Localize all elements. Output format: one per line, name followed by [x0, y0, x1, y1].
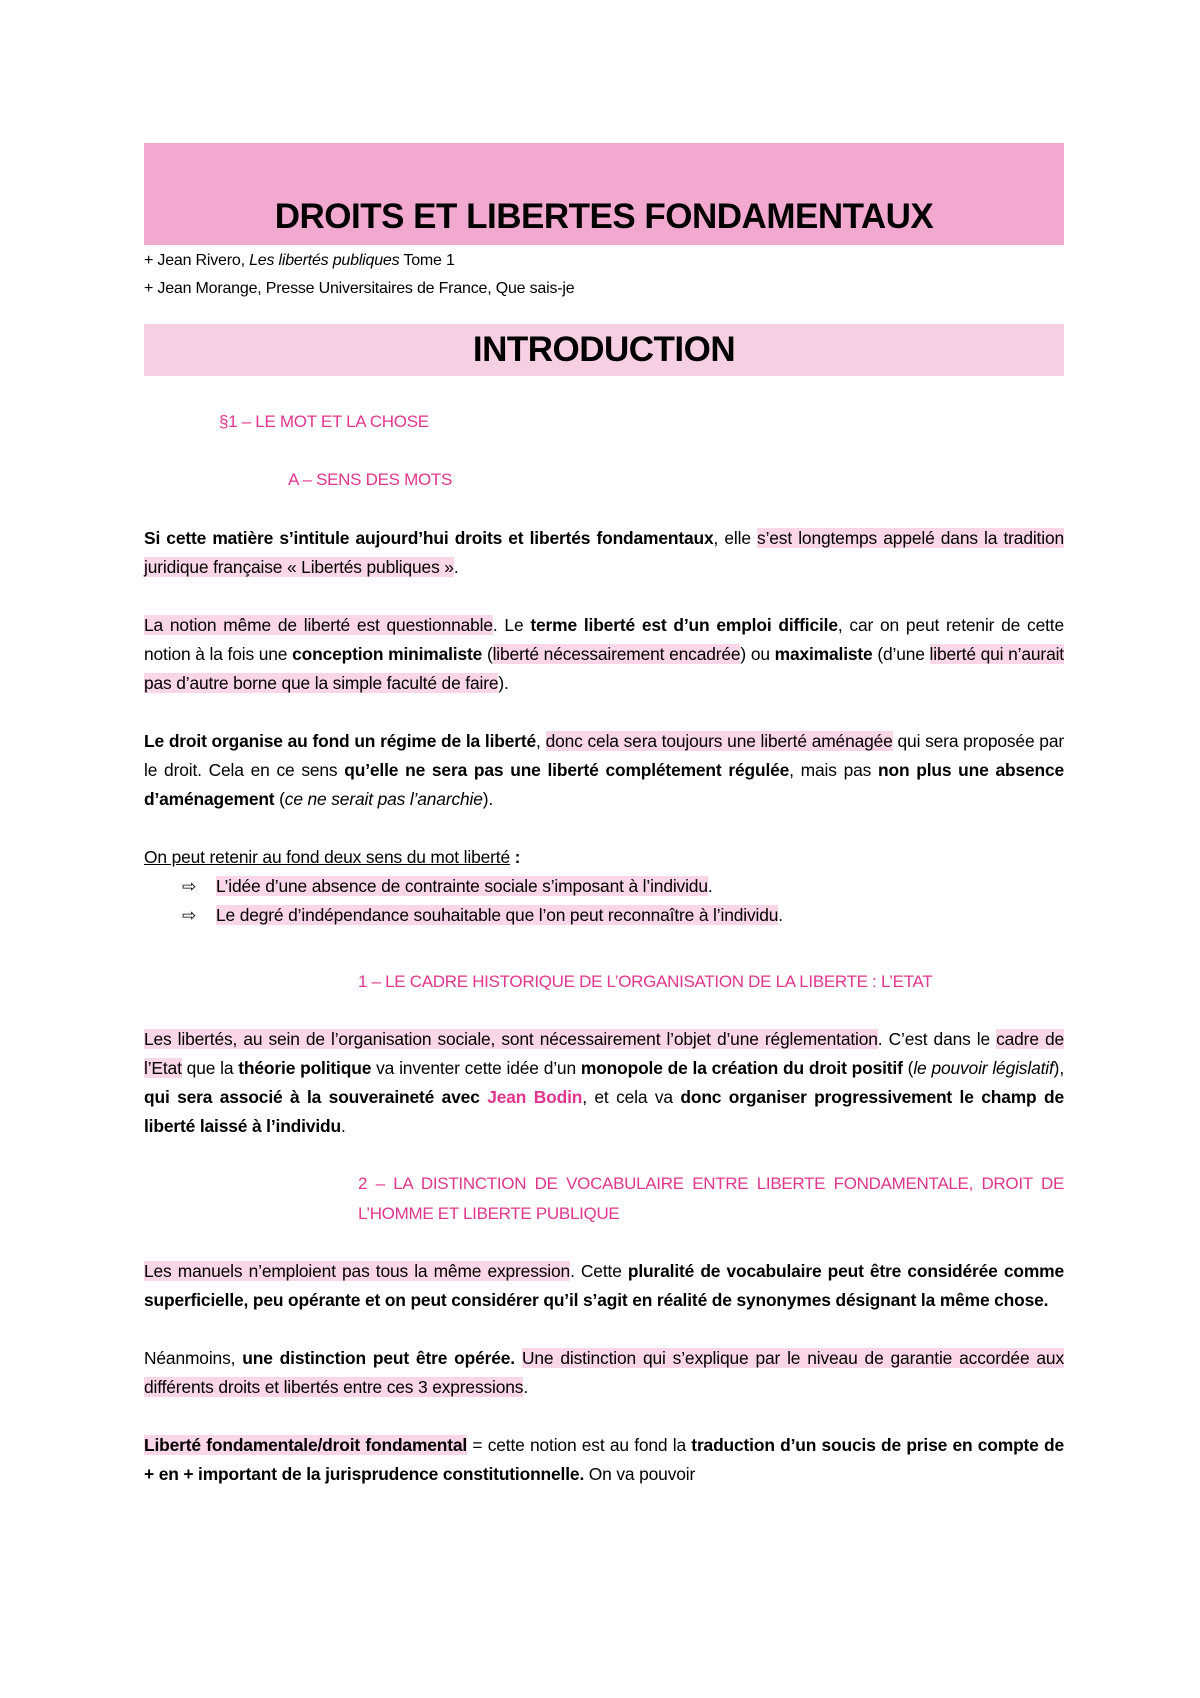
bold-text: conception minimaliste: [292, 644, 483, 664]
text: . C’est dans le: [877, 1029, 997, 1049]
italic-text: le pouvoir législatif: [913, 1058, 1054, 1078]
bold-text: terme liberté est d’un emploi difficile: [530, 615, 838, 635]
text: = cette notion est au fond la: [467, 1435, 692, 1455]
bold-text: une distinction peut être opérée.: [242, 1348, 515, 1368]
highlighted-text: Le degré d’indépendance souhaitable que l’on peut reconnaître à l’individu: [216, 905, 779, 925]
bullet-list: [144, 872, 1064, 930]
text: .: [523, 1377, 529, 1397]
bold-text: qui sera associé à la souveraineté avec: [144, 1087, 488, 1107]
text: ,: [536, 731, 546, 751]
arrow-right-icon: ⇨: [182, 877, 197, 896]
paragraph: [144, 843, 1064, 872]
highlighted-text: Une distinction qui s’explique par le niveau de garantie accordée aux différents droits et libertés entre ces 3 expressions: [144, 1348, 1065, 1397]
italic-text: ce ne serait pas l’anarchie: [284, 789, 483, 809]
text: Néanmoins,: [144, 1348, 243, 1368]
text: (: [274, 789, 285, 809]
bold-text: Le droit organise au fond un régime de la liberté: [144, 731, 537, 751]
text: .: [778, 905, 783, 925]
bold-text: non plus une absence d’aménagement: [144, 760, 1065, 809]
reference-line: + Jean Morange, Presse Universitaires de France, Que sais-je: [144, 280, 575, 297]
text: ).: [498, 673, 509, 693]
bold-text: qu’elle ne sera pas une liberté complétement régulée: [344, 760, 790, 780]
bold-text: traduction d’un soucis de prise en compte de + en + important de la jurisprudence constitutionnelle.: [144, 1435, 1065, 1484]
highlighted-text: s’est longtemps appelé dans la tradition juridique française « Libertés publiques »: [144, 528, 1064, 577]
bold-text: théorie politique: [238, 1058, 372, 1078]
subsection-heading: 2 – LA DISTINCTION DE VOCABULAIRE ENTRE LIBERTE FONDAMENTALE, DROIT DE L’HOMME ET LIBERTE PUBLIQUE: [358, 1174, 1064, 1223]
text: :: [509, 847, 521, 867]
paragraph: [144, 727, 1064, 814]
text: , elle: [713, 528, 758, 548]
highlighted-text: donc cela sera toujours une liberté aménagée: [545, 731, 893, 751]
title-banner: [144, 143, 1064, 245]
text: ) ou: [740, 644, 775, 664]
paragraph: [144, 1344, 1064, 1402]
bold-text: pluralité de vocabulaire peut être considérée comme superficielle, peu opérante et on peut considérer qu’il s’agit en réalité de synonymes désignant la même chose.: [144, 1261, 1064, 1310]
subsection-heading: 1 – LE CADRE HISTORIQUE DE L’ORGANISATION DE LA LIBERTE : L’ETAT: [358, 972, 933, 991]
text: (d’une: [872, 644, 930, 664]
underlined-text: On peut retenir au fond deux sens du mot liberté: [144, 847, 510, 867]
list-item: [182, 872, 1064, 901]
text: (: [902, 1058, 914, 1078]
text: va inventer cette idée d’un: [371, 1058, 581, 1078]
text: ).: [482, 789, 494, 809]
reference-line: [144, 247, 1064, 275]
highlighted-text: Les libertés, au sein de l’organisation sociale, sont nécessairement l’objet d’une réglementation: [144, 1029, 878, 1049]
arrow-right-icon: ⇨: [182, 906, 197, 925]
bold-text: maximaliste: [774, 644, 873, 664]
author-name: Jean Bodin: [487, 1087, 583, 1107]
highlighted-text: liberté nécessairement encadrée: [492, 644, 741, 664]
list-item: [182, 901, 1064, 930]
paragraph: [144, 1431, 1064, 1489]
text: .: [453, 557, 459, 577]
text: que la: [181, 1058, 239, 1078]
paragraph: [144, 611, 1064, 698]
highlighted-text: liberté qui n’aurait pas d’autre borne que la simple faculté de faire: [144, 644, 1064, 693]
text: .: [707, 876, 713, 896]
bold-text: donc organiser progressivement le champ de liberté laissé à l’individu: [144, 1087, 1064, 1136]
highlighted-text: L’idée d’une absence de contrainte sociale s’imposant à l’individu: [216, 876, 708, 896]
highlighted-text: La notion même de liberté est questionnable: [144, 615, 493, 635]
text: . Le: [492, 615, 531, 635]
section-heading: §1 – LE MOT ET LA CHOSE: [219, 412, 429, 431]
text: ),: [1053, 1058, 1064, 1078]
highlighted-text: cadre de l’Etat: [144, 1029, 1064, 1078]
reference-text: + Jean Rivero,: [144, 252, 250, 269]
document-content: [144, 143, 1064, 1489]
paragraph: [144, 1025, 1064, 1141]
highlighted-bold-text: Liberté fondamentale/droit fondamental: [144, 1435, 468, 1455]
text: , car on peut retenir de cette notion à la fois une: [144, 615, 1064, 664]
text: , mais pas: [789, 760, 878, 780]
reference-book-title: Les libertés publiques: [249, 252, 400, 269]
reference-text: Tome 1: [399, 252, 455, 269]
introduction-title: INTRODUCTION: [472, 330, 736, 369]
text: qui sera proposée par le droit. Cela en ce sens: [144, 731, 1064, 780]
paragraph: [144, 524, 1064, 582]
bold-text: monopole de la création du droit positif: [580, 1058, 903, 1078]
text: On va pouvoir: [584, 1464, 696, 1484]
text: .: [340, 1116, 346, 1136]
highlighted-text: Les manuels n’emploient pas tous la même expression: [144, 1261, 571, 1281]
text: , et cela va: [582, 1087, 681, 1107]
text: [515, 1348, 522, 1368]
introduction-banner: [144, 324, 1064, 376]
text: (: [482, 644, 493, 664]
references: [144, 247, 1064, 303]
paragraph: [144, 1257, 1064, 1315]
bold-text: Si cette matière s’intitule aujourd’hui droits et libertés fondamentaux: [144, 528, 714, 548]
document-title: DROITS ET LIBERTES FONDAMENTAUX: [274, 197, 934, 236]
subsection-heading: A – SENS DES MOTS: [288, 470, 453, 489]
text: . Cette: [570, 1261, 628, 1281]
